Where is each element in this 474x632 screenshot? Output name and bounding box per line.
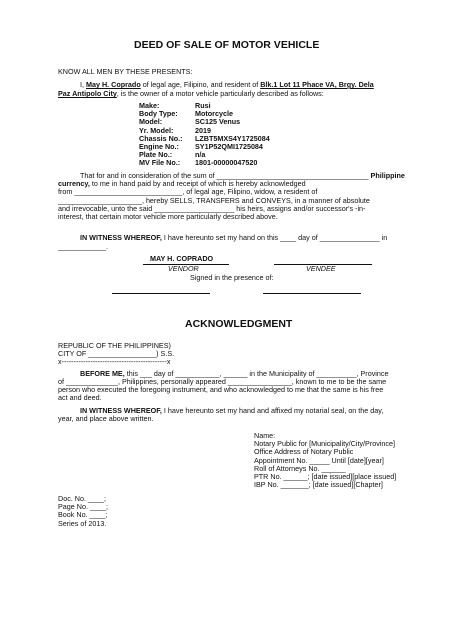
notary-appointment-line: Appointment No. _____ Until [date][year]: [254, 455, 384, 465]
doc-no-line: Doc. No. ____;: [58, 494, 106, 503]
witness-paragraph-line1: [80, 233, 387, 242]
philippine-text: Philippine: [370, 171, 405, 180]
seller-paragraph-line2: [58, 89, 324, 98]
spec-value: Motorcycle: [195, 109, 233, 119]
consideration-line6: interest, that certain motor vehicle more particularly described above.: [58, 212, 278, 221]
seller-address-part1: Blk.1 Lot 11 Phace VA, Brgy. Dela: [260, 80, 374, 89]
signed-presence-text: Signed in the presence of:: [190, 273, 274, 282]
witness-paragraph-line2: ____________.: [58, 242, 108, 251]
p1-mid: of legal age, Filipino, and resident of: [140, 80, 261, 89]
witness-lead: IN WITNESS WHEREOF,: [80, 233, 162, 242]
spec-value: SY1P52QMI1725084: [195, 141, 263, 151]
notarial-witness-lead: IN WITNESS WHEREOF,: [80, 406, 162, 415]
city-line: CITY OF _________________) S.S.: [58, 349, 175, 358]
spec-label: Chassis No.:: [139, 133, 183, 143]
spec-row-mv-file: [139, 159, 270, 167]
acknowledgment-title: ACKNOWLEDGMENT: [185, 318, 293, 330]
book-no-line: Book No. ____;: [58, 510, 108, 520]
spec-value: n/a: [195, 150, 206, 160]
notary-roll-line: Roll of Attorneys No. ______: [254, 463, 346, 473]
spec-value: 2019: [195, 125, 211, 135]
document-title: DEED OF SALE OF MOTOR VEHICLE: [134, 39, 320, 51]
notary-ptr-line: PTR No. ______; [date issued][place issued]: [254, 472, 397, 482]
p2-line2: to me in hand paid by and receipt of which is hereby acknowledged: [89, 179, 306, 188]
series-line: Series of 2013.: [58, 518, 107, 528]
before-me-lead: BEFORE ME,: [80, 369, 125, 378]
vehicle-spec-list: [139, 102, 270, 168]
republic-line: REPUBLIC OF THE PHILIPPINES): [58, 341, 171, 350]
dash-line: x--------------------------------------------x: [58, 357, 171, 366]
before-me-line4: act and deed.: [58, 393, 102, 402]
p2-line1: That for and in consideration of the sum of ______________________________________: [80, 171, 371, 180]
notarial-witness-rest: I have hereunto set my hand and affixed my notarial seal, on the day,: [161, 406, 384, 415]
before-me-line3: person who executed the foregoing instrument, and who acknowledged to me that the same is his free: [58, 385, 384, 394]
notary-block: [254, 432, 396, 489]
witness-rest: I have hereunto set my hand on this ____ day of _______________ in: [161, 233, 388, 242]
spec-value: 1801-00000047520: [195, 158, 258, 168]
p1-end: , is the owner of a motor vehicle particularly described as follows:: [116, 89, 324, 98]
p1-prefix: I,: [80, 80, 86, 89]
spec-label: Plate No.:: [139, 150, 173, 160]
consideration-line3: from ___________________________, of legal age, Filipino, widow, a resident of: [58, 187, 318, 196]
spec-label: Make:: [139, 101, 160, 110]
notary-office-line: Office Address of Notary Public: [254, 447, 354, 457]
seller-name: May H. Coprado: [86, 80, 141, 89]
spec-label: Yr. Model:: [139, 125, 174, 135]
witness1-signature-line: [112, 293, 210, 294]
spec-value: LZBT5MXS4Y1725084: [195, 133, 270, 143]
page-no-line: Page No. ____;: [58, 502, 108, 512]
before-me-rest: this ___ day of ___________, ______ in the Municipality of __________, Province: [124, 369, 389, 378]
spec-label: MV File No.:: [139, 158, 181, 168]
doc-reference-block: [58, 495, 108, 528]
seller-paragraph-line1: [80, 80, 374, 89]
vendor-name: MAY H. COPRADO: [150, 254, 214, 263]
notarial-witness-line2: year, and place above written.: [58, 414, 154, 423]
intro-text: KNOW ALL MEN BY THESE PRESENTS:: [58, 67, 193, 76]
vendee-label: VENDEE: [306, 264, 336, 273]
consideration-line5: and irrevocable, unto the said ____________________ his heirs, assigns and/or successor's -in-: [58, 204, 366, 213]
notary-name-line: Name:: [254, 431, 276, 440]
currency-text: currency,: [58, 179, 90, 188]
witness2-signature-line: [263, 293, 361, 294]
spec-label: Model:: [139, 117, 163, 127]
before-me-line2: of _____________, Philippines, personally appeared ________________, known to me to be the same: [58, 377, 387, 386]
consideration-line4: _____________________, hereby SELLS, TRANSFERS and CONVEYS, in a manner of absolute: [58, 196, 370, 205]
seller-address-part2: Paz Antipolo City: [58, 89, 117, 98]
spec-value: SC125 Venus: [195, 117, 241, 127]
vendor-label: VENDOR: [168, 264, 199, 273]
notary-ibp-line: IBP No. _______; [date issued][Chapter]: [254, 480, 383, 490]
spec-value: Rusi: [195, 101, 211, 110]
notary-public-line: Notary Public for [Municipality/City/Province]: [254, 439, 396, 449]
spec-label: Body Type:: [139, 109, 178, 119]
spec-label: Engine No.:: [139, 141, 179, 151]
